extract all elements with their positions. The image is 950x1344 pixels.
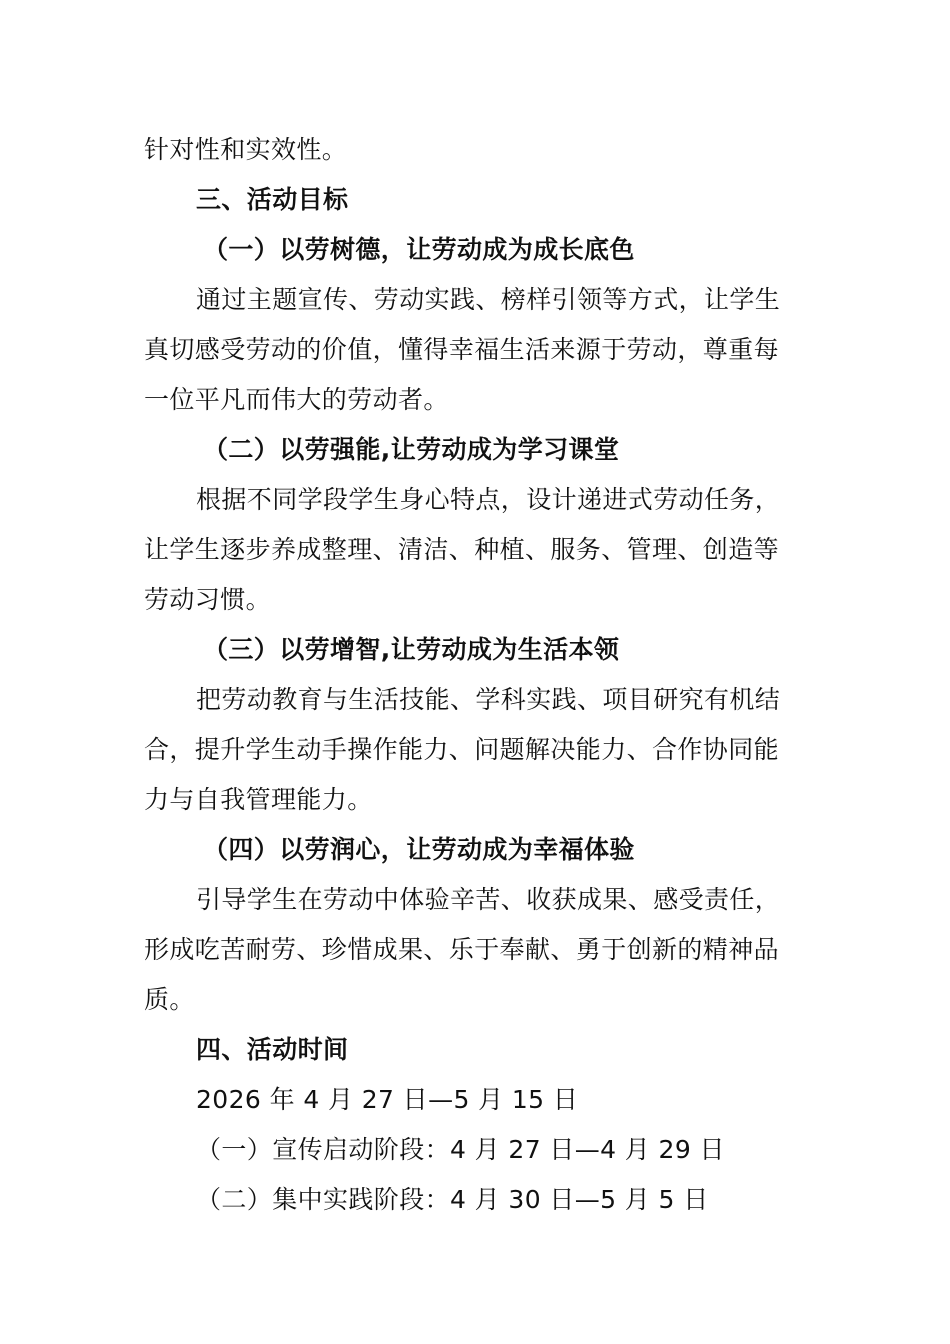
paragraph-line: 把劳动教育与生活技能、学科实践、项目研究有机结 bbox=[196, 685, 781, 714]
section-heading: 四、活动时间 bbox=[196, 1035, 349, 1064]
paragraph-line: 合，提升学生动手操作能力、问题解决能力、合作协同能 bbox=[144, 735, 780, 764]
paragraph-line: 劳动习惯。 bbox=[144, 585, 272, 614]
subsection-heading: （四）以劳润心，让劳动成为幸福体验 bbox=[203, 835, 635, 864]
schedule-phase-line: （二）集中实践阶段：4 月 30 日—5 月 5 日 bbox=[196, 1185, 709, 1214]
schedule-phase-line: （一）宣传启动阶段：4 月 27 日—4 月 29 日 bbox=[196, 1135, 725, 1164]
paragraph-line: 让学生逐步养成整理、清洁、种植、服务、管理、创造等 bbox=[144, 535, 780, 564]
paragraph-line: 引导学生在劳动中体验辛苦、收获成果、感受责任， bbox=[196, 885, 781, 914]
subsection-heading: （一）以劳树德，让劳动成为成长底色 bbox=[203, 235, 635, 264]
paragraph-line: 针对性和实效性。 bbox=[144, 135, 348, 164]
section-heading: 三、活动目标 bbox=[196, 185, 349, 214]
paragraph-line: 根据不同学段学生身心特点，设计递进式劳动任务， bbox=[196, 485, 781, 514]
paragraph-line: 一位平凡而伟大的劳动者。 bbox=[144, 385, 449, 414]
paragraph-line: 通过主题宣传、劳动实践、榜样引领等方式，让学生 bbox=[196, 285, 781, 314]
subsection-heading: （三）以劳增智,让劳动成为生活本领 bbox=[203, 635, 620, 664]
paragraph-line: 真切感受劳动的价值，懂得幸福生活来源于劳动，尊重每 bbox=[144, 335, 780, 364]
paragraph-line: 质。 bbox=[144, 985, 195, 1014]
subsection-heading: （二）以劳强能,让劳动成为学习课堂 bbox=[203, 435, 620, 464]
date-range-line: 2026 年 4 月 27 日—5 月 15 日 bbox=[196, 1085, 579, 1114]
paragraph-line: 力与自我管理能力。 bbox=[144, 785, 373, 814]
paragraph-line: 形成吃苦耐劳、珍惜成果、乐于奉献、勇于创新的精神品 bbox=[144, 935, 780, 964]
